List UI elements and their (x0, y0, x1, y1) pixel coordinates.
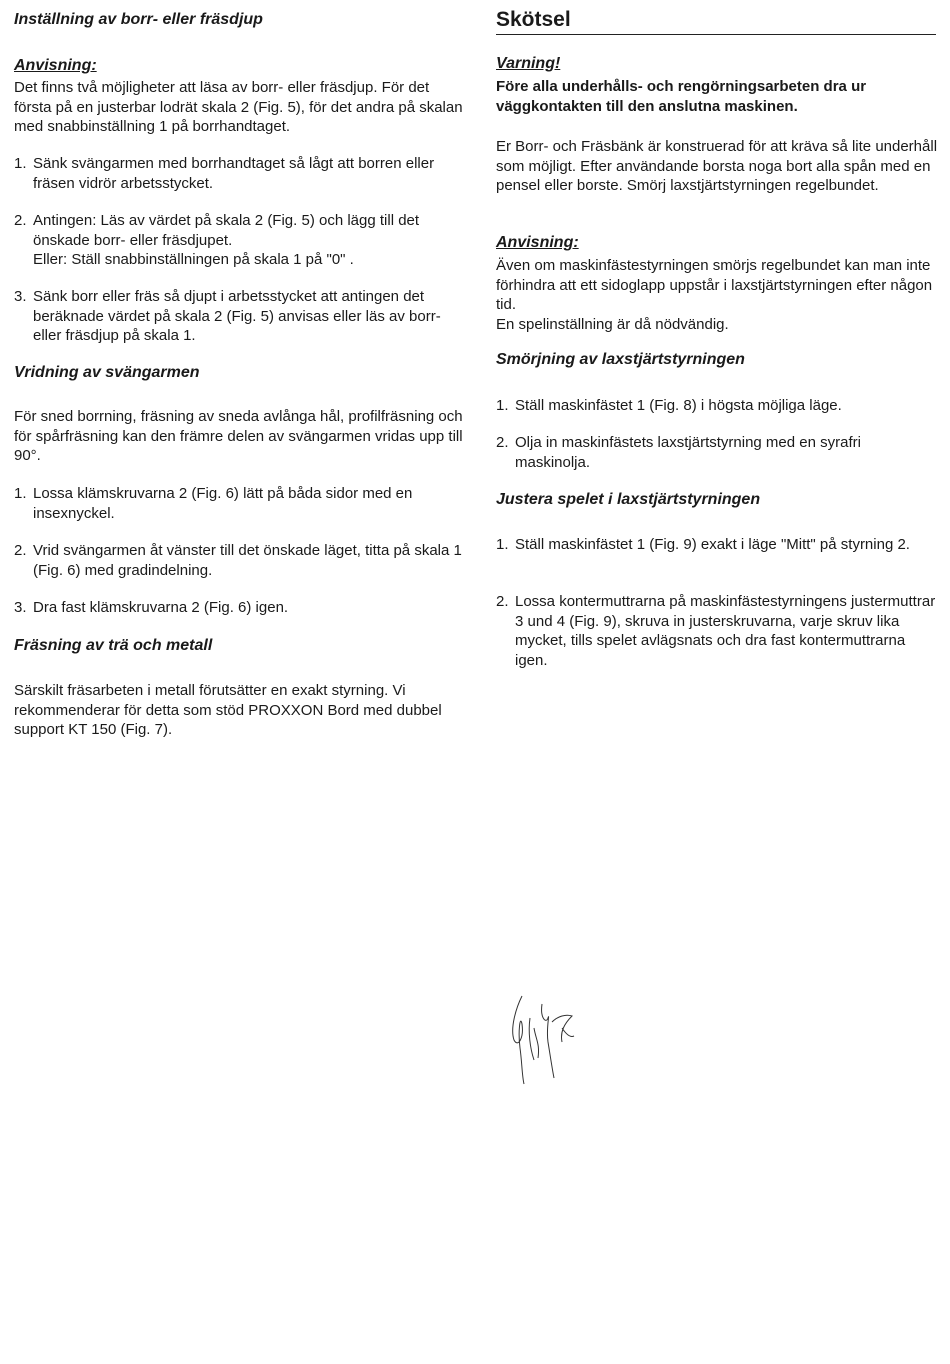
lube-step-2 (496, 433, 938, 472)
step-number: 3. (14, 288, 27, 305)
depth-step-3 (14, 287, 464, 346)
step-number: 3. (14, 599, 27, 616)
step-text: Antingen: Läs av värdet på skala 2 (Fig. 5) och lägg till det önskade borr- eller fräsdjupet. (33, 212, 420, 249)
step-number: 2. (496, 593, 509, 610)
note-text-right-main: Även om maskinfästestyrningen smörjs regelbundet kan man inte förhindra att ett sidoglapp uppstår i laxstjärtstyrningen efter någon tid. (496, 257, 933, 314)
section-heading-care: Skötsel (496, 8, 571, 31)
note-text-left: Det finns två möjligheter att läsa av borr- eller fräsdjup. För det första på en justerbar lodrät skala 2 (Fig. 5), för det andra på skalan med snabbinställning 1 på borrhandtaget. (14, 79, 463, 136)
step-number: 1. (14, 485, 27, 502)
care-text: Er Borr- och Fräsbänk är konstruerad för att kräva så lite underhåll som möjligt. Efter användande borsta noga bort alla spån med en pensel eller borste. Smörj laxstjärtstyrningen regelbundet. (496, 138, 938, 195)
step-number: 1. (14, 155, 27, 172)
step-text: Olja in maskinfästets laxstjärtstyrning med en syrafri maskinolja. (515, 434, 861, 471)
note-text-right (496, 256, 938, 334)
step-text: Lossa kontermuttrarna på maskinfästestyrningens justermuttrar 3 und 4 (Fig. 9), skruva in justerskruvarna, varje skruv lika mycket, tills spelet avlägsnats och dra fast kontermuttrarna igen. (515, 593, 936, 669)
section-title-milling: Fräsning av trä och metall (14, 637, 213, 654)
step-number: 1. (496, 397, 509, 414)
note-label-right: Anvisning: (496, 234, 579, 251)
rotation-text: För sned borrning, fräsning av sneda avlånga hål, profilfräsning och för spårfräsning kan den främre delen av svängarmen vridas upp till 90°. (14, 408, 463, 465)
step-number: 1. (496, 536, 509, 553)
rotation-step-1 (14, 484, 464, 523)
lube-step-1 (496, 396, 938, 416)
heading-rule (496, 34, 936, 35)
depth-step-2 (14, 211, 464, 270)
step-number: 2. (14, 212, 27, 229)
step-text: Vrid svängarmen åt vänster till det önskade läget, titta på skala 1 (Fig. 6) med gradindelning. (33, 542, 462, 579)
note-label-left: Anvisning: (14, 57, 97, 74)
step-text: Dra fast klämskruvarna 2 (Fig. 6) igen. (33, 599, 289, 616)
step-text: Ställ maskinfästet 1 (Fig. 8) i högsta möjliga läge. (515, 397, 842, 414)
section-title-adjust: Justera spelet i laxstjärtstyrningen (496, 491, 761, 508)
step-number: 2. (496, 434, 509, 451)
milling-text: Särskilt fräsarbeten i metall förutsätter en exakt styrning. Vi rekommenderar för detta som stöd PROXXON Bord med dubbel support KT 150 (Fig. 7). (14, 682, 442, 739)
adjust-step-1 (496, 535, 938, 555)
warning-label: Varning! (496, 55, 561, 72)
note-text-right-extra: En spelinställning är då nödvändig. (496, 315, 729, 333)
step-number: 2. (14, 542, 27, 559)
step-text: Lossa klämskruvarna 2 (Fig. 6) lätt på båda sidor med en insexnyckel. (33, 485, 413, 522)
step-text: Sänk borr eller fräs så djupt i arbetsstycket att antingen det beräknade värdet på skala 2 (Fig. 5) anvisas eller läs av borr- eller fräsdjup på skala 1. (33, 288, 441, 345)
step-text-alt: Eller: Ställ snabbinställningen på skala 1 på "0" . (33, 251, 354, 269)
depth-step-1 (14, 154, 464, 193)
adjust-step-2 (496, 592, 938, 670)
section-title-lube: Smörjning av laxstjärtstyrningen (496, 351, 745, 368)
signature-icon (500, 988, 580, 1088)
step-text: Sänk svängarmen med borrhandtaget så lågt att borren eller fräsen vidrör arbetsstycket. (33, 155, 435, 192)
rotation-step-2 (14, 541, 464, 580)
warning-text: Före alla underhålls- och rengörningsarbeten dra ur väggkontakten till den anslutna maskinen. (496, 78, 867, 115)
section-title-depth: Inställning av borr- eller fräsdjup (14, 11, 263, 28)
step-text: Ställ maskinfästet 1 (Fig. 9) exakt i läge "Mitt" på styrning 2. (515, 536, 910, 553)
section-title-rotation: Vridning av svängarmen (14, 364, 200, 381)
rotation-step-3 (14, 598, 464, 618)
